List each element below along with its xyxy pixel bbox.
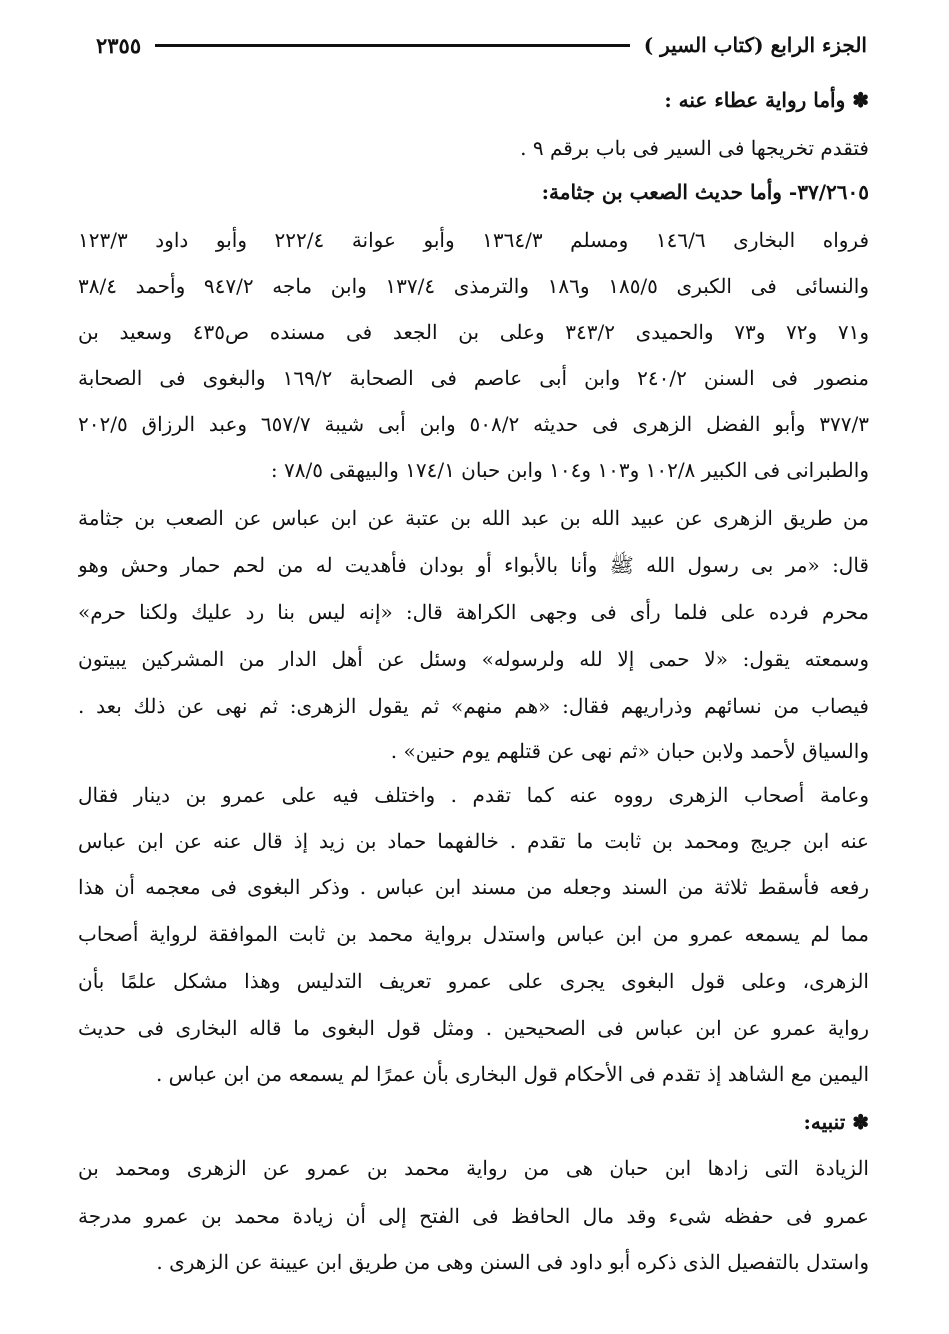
takhrij-line: منصور فى السنن ٢٤٠/٢ وابن أبى عاصم فى الصحابة ١٦٩/٢ والبغوى فى الصحابة — [78, 366, 869, 390]
note-line: واستدل بالتفصيل الذى ذكره أبو داود فى السنن وهى من طريق ابن عيينة عن الزهرى . — [156, 1250, 869, 1274]
section-heading: ✽ تنبيه: — [803, 1110, 869, 1134]
running-title: الجزء الرابع (كتاب السير ) — [643, 33, 867, 57]
commentary-line: وعامة أصحاب الزهرى رووه عنه كما تقدم . واختلف فيه على عمرو بن دينار فقال — [78, 783, 869, 807]
commentary-line: عنه ابن جريج ومحمد بن ثابت ما تقدم . خالفهما حماد بن زيد إذ قال عنه عن ابن عباس — [78, 829, 869, 853]
matn-line: والسياق لأحمد ولابن حبان «ثم نهى عن قتلهم يوم حنين» . — [390, 739, 869, 763]
matn-line: وسمعته يقول: «لا حمى إلا لله ولرسوله» وسئل عن أهل الدار من المشركين يبيتون — [78, 647, 869, 671]
takhrij-line: فرواه البخارى ١٤٦/٦ ومسلم ١٣٦٤/٣ وأبو عوانة ٢٢٢/٤ وأبو داود ١٢٣/٣ — [78, 228, 869, 252]
takhrij-line: ٣٧٧/٣ وأبو الفضل الزهرى فى حديثه ٥٠٨/٢ وابن أبى شيبة ٦٥٧/٧ وعبد الرزاق ٢٠٢/٥ — [78, 412, 869, 436]
commentary-line: الزهرى، وعلى قول البغوى يجرى على عمرو تعريف التدليس وهذا مشكل علمًا بأن — [78, 969, 869, 993]
note-line: الزيادة التى زادها ابن حبان هى من رواية محمد بن عمرو عن الزهرى ومحمد بن — [78, 1156, 869, 1180]
matn-line: من طريق الزهرى عن عبيد الله بن عبد الله بن عتبة عن ابن عباس عن الصعب بن جثامة — [78, 506, 869, 530]
body-line: فتقدم تخريجها فى السير فى باب برقم ٩ . — [520, 136, 869, 160]
takhrij-line: والطبرانى فى الكبير ١٠٢/٨ و١٠٣ و١٠٤ وابن حبان ١٧٤/١ والبيهقى ٧٨/٥ : — [270, 458, 869, 482]
commentary-line: اليمين مع الشاهد إذ تقدم فى الأحكام قول البخارى بأن عمرًا لم يسمعه من ابن عباس . — [155, 1062, 869, 1086]
section-heading: ✽ وأما رواية عطاء عنه : — [664, 88, 869, 112]
commentary-line: رواية عمرو عن ابن عباس فى الصحيحين . ومثل قول البغوى ما قاله البخارى فى حديث — [78, 1016, 869, 1040]
commentary-line: مما لم يسمعه عمرو من ابن عباس واستدل برواية محمد بن ثابت الموافقة لرواية أصحاب — [78, 922, 869, 946]
note-line: عمرو فى حفظه شىء وقد مال الحافظ فى الفتح إلى أن زيادة محمد بن عمرو مدرجة — [78, 1204, 869, 1228]
takhrij-line: و٧١ و٧٢ و٧٣ والحميدى ٣٤٣/٢ وعلى بن الجعد فى مسنده ص٤٣٥ وسعيد بن — [78, 320, 869, 344]
page-header — [96, 28, 867, 62]
matn-line: محرم فرده على فلما رأى فى وجهى الكراهة قال: «إنه ليس بنا رد عليك ولكنا حرم» — [78, 600, 869, 624]
section-heading: ٣٧/٢٦٠٥- وأما حديث الصعب بن جثامة: — [541, 180, 869, 204]
matn-line: فيصاب من نسائهم وذراريهم فقال: «هم منهم» ثم يقول الزهرى: ثم نهى عن ذلك بعد . — [78, 694, 869, 718]
matn-line: قال: «مر بى رسول الله ﷺ وأنا بالأبواء أو بودان فأهديت له من لحم حمار وحش وهو — [78, 553, 869, 577]
commentary-line: رفعه فأسقط ثلاثة من السند وجعله من مسند ابن عباس . وذكر البغوى فى معجمه أن هذا — [78, 875, 869, 899]
takhrij-line: والنسائى فى الكبرى ١٨٥/٥ و١٨٦ والترمذى ١٣٧/٤ وابن ماجه ٩٤٧/٢ وأحمد ٣٨/٤ — [78, 274, 869, 298]
header-rule — [155, 44, 630, 47]
page-number: ٢٣٥٥ — [96, 32, 142, 58]
